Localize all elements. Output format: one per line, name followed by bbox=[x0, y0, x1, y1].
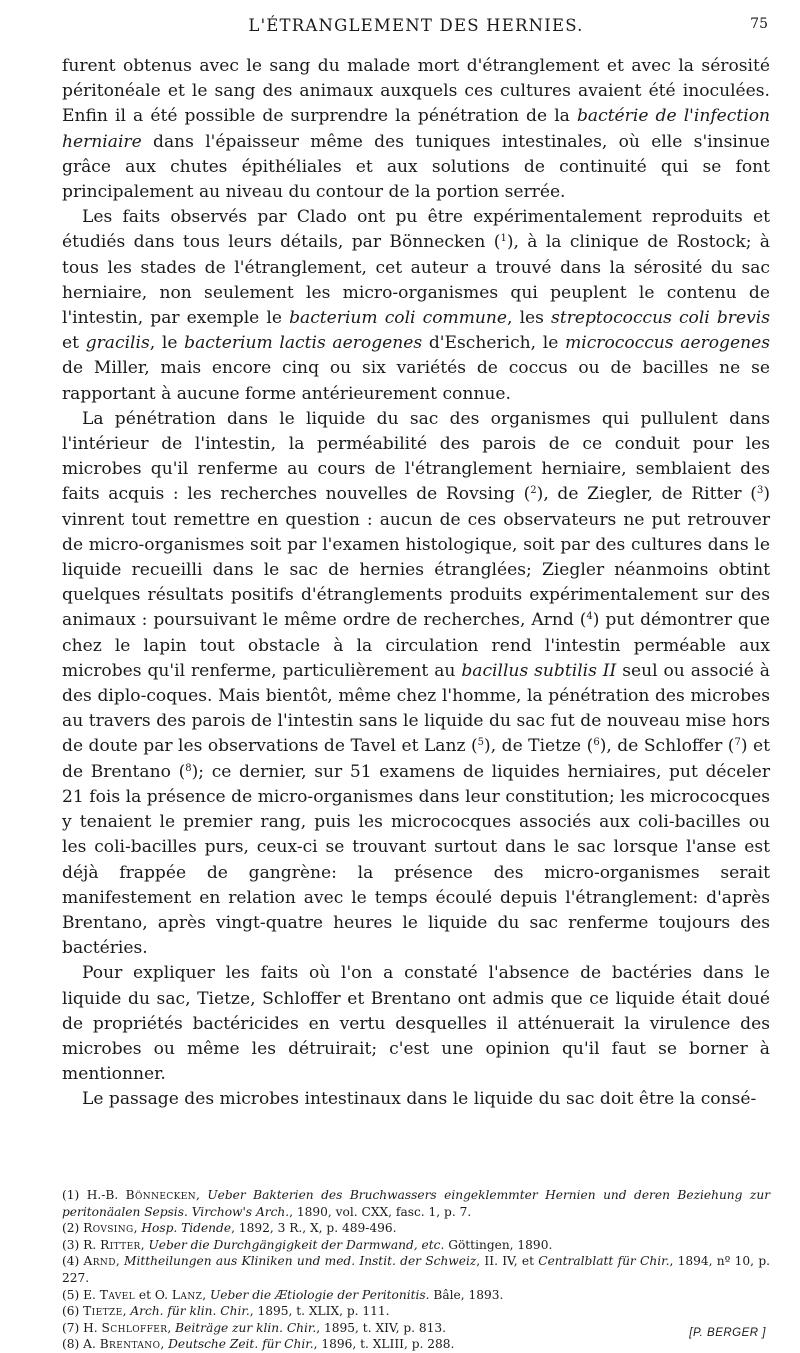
footnote bbox=[62, 1303, 770, 1320]
italic-text: Mittheilungen aus Kliniken und med. Instit. der Schweiz bbox=[123, 1254, 477, 1269]
body-text bbox=[62, 54, 770, 1113]
text-run: ), de Ziegler, de Ritter ( bbox=[536, 484, 757, 505]
author-name: Ritter bbox=[100, 1237, 141, 1252]
paragraph bbox=[62, 54, 770, 205]
footnote-label: (1) bbox=[62, 1188, 80, 1202]
author-name: Rovsing bbox=[83, 1221, 134, 1236]
text-run: , bbox=[140, 1237, 149, 1252]
footnote-ref: 3 bbox=[756, 485, 764, 497]
italic-text: Centralblatt für Chir. bbox=[538, 1254, 670, 1269]
italic-text: bacterium lactis aerogenes bbox=[184, 333, 423, 354]
footnote bbox=[62, 1320, 770, 1337]
footnote bbox=[62, 1237, 770, 1254]
text-run: et O. bbox=[135, 1287, 172, 1302]
author-name: Schloffer bbox=[101, 1320, 168, 1335]
text-run: Göttingen, 1890. bbox=[444, 1237, 553, 1252]
footnote-ref: 5 bbox=[477, 737, 485, 749]
printer-signature: [P. BERGER ] bbox=[689, 1327, 766, 1339]
text-run: , bbox=[195, 1188, 208, 1202]
footnote bbox=[62, 1187, 770, 1220]
italic-text: Ueber Bakterien des Bruchwassers eingeklemmter Hernien und deren Beziehung zur peritonäalen Sepsis. Virchow's Arch. bbox=[62, 1188, 771, 1219]
text-run: Bâle, 1893. bbox=[429, 1287, 504, 1302]
footnote-label: (4) bbox=[62, 1254, 80, 1269]
author-name: Arnd bbox=[83, 1254, 116, 1269]
paragraph bbox=[62, 407, 770, 961]
text-run: , 1894, nº 10, p. 227. bbox=[62, 1254, 770, 1285]
paragraph bbox=[62, 1087, 770, 1112]
text-run: Les faits observés par Clado ont pu être expérimentalement reproduits et étudiés dans tous leurs détails, par Bönnecken ( bbox=[62, 207, 770, 253]
text-run: A. bbox=[83, 1337, 100, 1352]
footnote-label: (7) bbox=[62, 1320, 80, 1335]
italic-text: gracilis bbox=[85, 333, 150, 354]
italic-text: bactérie de l'infection herniaire bbox=[62, 106, 770, 152]
text-run: et bbox=[62, 333, 86, 354]
footnote-ref: 4 bbox=[586, 611, 593, 623]
text-run: d'Escherich, le bbox=[422, 333, 566, 354]
text-run: , bbox=[115, 1254, 124, 1269]
text-run: La pénétration dans le liquide du sac des organismes qui pullulent dans l'intérieur de l'intestin, la perméabilité des parois de ce conduit pour les microbes qu'il renferme au cours de l'étranglement herniaire, semblaient des faits acquis : les recherches nouvelles de Rovsing ( bbox=[62, 408, 770, 505]
footnote-label: (2) bbox=[62, 1221, 80, 1236]
author-name: Lanz bbox=[171, 1287, 203, 1302]
text-run: ) et de Brentano ( bbox=[62, 736, 771, 782]
text-run: , 1892, 3 R., X, p. 489-496. bbox=[231, 1221, 397, 1236]
paragraph bbox=[62, 961, 770, 1087]
italic-text: bacillus subtilis II bbox=[461, 660, 617, 681]
footnote-label: (6) bbox=[62, 1304, 80, 1319]
text-run: H.-B. bbox=[86, 1188, 126, 1202]
footnote bbox=[62, 1287, 770, 1304]
text-run: , bbox=[122, 1304, 131, 1319]
text-run: , les bbox=[507, 308, 552, 329]
text-run: , 1895, t. XLIX, p. 111. bbox=[249, 1304, 390, 1319]
text-run: , bbox=[133, 1221, 142, 1236]
text-run: Le passage des microbes intestinaux dans le liquide du sac doit être la consé- bbox=[82, 1089, 757, 1110]
footnotes bbox=[62, 1187, 770, 1353]
italic-text: Arch. für klin. Chir. bbox=[130, 1304, 250, 1319]
text-run: dans l'épaisseur même des tuniques intestinales, où elle s'insinue grâce aux chutes épithéliales et aux solutions de continuité qui se font principalement au niveau du contour de la portion serrée. bbox=[62, 131, 770, 203]
author-name: Brentano bbox=[99, 1337, 161, 1352]
running-title: L'ÉTRANGLEMENT DES HERNIES. bbox=[248, 16, 584, 35]
text-run: , bbox=[167, 1320, 176, 1335]
text-run: furent obtenus avec le sang du malade mort d'étranglement et avec la sérosité péritonéale et le sang des animaux auxquels ces cultures avaient été inoculées. Enfin il a été possible de surprendre la pénétration de la bbox=[62, 56, 770, 127]
footnote-ref: 7 bbox=[734, 737, 741, 749]
text-run: , le bbox=[149, 333, 185, 354]
footnote-ref: 2 bbox=[530, 485, 537, 497]
text-run: , 1895, t. XIV, p. 813. bbox=[316, 1320, 447, 1335]
italic-text: Ueber die Ætiologie der Peritonitis. bbox=[210, 1287, 430, 1302]
page-number: 75 bbox=[750, 16, 768, 32]
author-name: Bönnecken bbox=[125, 1188, 196, 1202]
italic-text: Ueber die Durchgängigkeit der Darmwand, etc. bbox=[148, 1237, 445, 1252]
footnote bbox=[62, 1253, 770, 1286]
author-name: Tietze bbox=[83, 1304, 123, 1319]
italic-text: Beiträge zur klin. Chir. bbox=[175, 1320, 317, 1335]
footnote-ref: 6 bbox=[593, 737, 600, 749]
text-run: ) vinrent tout remettre en question : aucun de ces observateurs ne put retrouver de micro-organismes soit par l'examen histologique, soit par des cultures dans le liquide recueilli dans le sac de hernies étranglées; Ziegler néanmoins obtint quelques résultats positifs d'étranglements produits expérimentalement sur des animaux : poursuivant le même ordre de recherches, Arnd ( bbox=[62, 484, 770, 631]
text-run: ), à la clinique de Rostock; à tous les stades de l'étranglement, cet auteur a trouvé dans la sérosité du sac herniaire, non seulement les micro-organismes qui peuplent le contenu de l'intestin, par exemple le bbox=[62, 232, 770, 329]
text-run: seul ou associé à des diplo-coques. Mais bientôt, même chez l'homme, la pénétration des microbes au travers des parois de l'intestin sans le liquide du sac fut de nouveau mise hors de doute par les observations de Tavel et Lanz ( bbox=[62, 660, 770, 757]
text-run: , bbox=[160, 1337, 169, 1352]
italic-text: bacterium coli commune bbox=[289, 308, 508, 329]
footnote-ref: 8 bbox=[185, 762, 192, 774]
footnote-label: (8) bbox=[62, 1337, 80, 1352]
text-run: ) put démontrer que chez le lapin tout obstacle à la circulation rend l'intestin perméable aux microbes qu'il renferme, particulièrement au bbox=[62, 610, 770, 681]
footnote bbox=[62, 1220, 770, 1237]
text-run: , bbox=[202, 1287, 210, 1302]
text-run: H. bbox=[83, 1320, 102, 1335]
italic-text: Deutsche Zeit. für Chir. bbox=[168, 1337, 314, 1352]
page-header bbox=[62, 16, 770, 40]
text-run: , 1890, vol. CXX, fasc. 1, p. 7. bbox=[289, 1204, 472, 1219]
footnote-label: (5) bbox=[62, 1287, 80, 1302]
footnote-ref: 1 bbox=[500, 233, 507, 245]
paragraph bbox=[62, 205, 770, 407]
text-run: R. bbox=[83, 1237, 101, 1252]
author-name: Tavel bbox=[99, 1287, 136, 1302]
text-run: E. bbox=[83, 1287, 100, 1302]
text-run: , 1896, t. XLIII, p. 288. bbox=[313, 1337, 455, 1352]
text-run: , II. IV, et bbox=[476, 1254, 539, 1269]
footnote-label: (3) bbox=[62, 1237, 80, 1252]
text-run: ); ce dernier, sur 51 examens de liquides herniaires, put déceler 21 fois la présence de micro-organismes dans leur constitution; les micrococques y tenaient le premier rang, puis les micrococques associés aux coli-bacilles ou les coli-bacilles purs, ceux-ci se trouvant surtout dans le sac lorsque l'anse est déjà frappée de gangrène: la présence des micro-organismes serait manifestement en relation avec le temps écoulé depuis l'étranglement: d'après Brentano, après vingt-quatre heures le liquide du sac renferme toujours des bactéries. bbox=[62, 761, 770, 959]
text-run: ), de Tietze ( bbox=[484, 736, 594, 757]
text-run: ), de Schloffer ( bbox=[599, 736, 735, 757]
italic-text: streptococcus coli brevis bbox=[551, 308, 770, 329]
italic-text: Hosp. Tidende bbox=[141, 1221, 232, 1236]
text-run: Pour expliquer les faits où l'on a constaté l'absence de bactéries dans le liquide du sac, Tietze, Schloffer et Brentano ont admis que ce liquide était doué de propriétés bactéricides en vertu desquelles il atténuerait la virulence des microbes ou même les détruirait; c'est une opinion qu'il faut se borner à mentionner. bbox=[62, 963, 770, 1085]
text-run: de Miller, mais encore cinq ou six variétés de coccus ou de bacilles ne se rapportant à aucune forme antérieurement connue. bbox=[62, 358, 770, 404]
footnote bbox=[62, 1336, 770, 1353]
italic-text: micrococcus aerogenes bbox=[565, 333, 770, 354]
